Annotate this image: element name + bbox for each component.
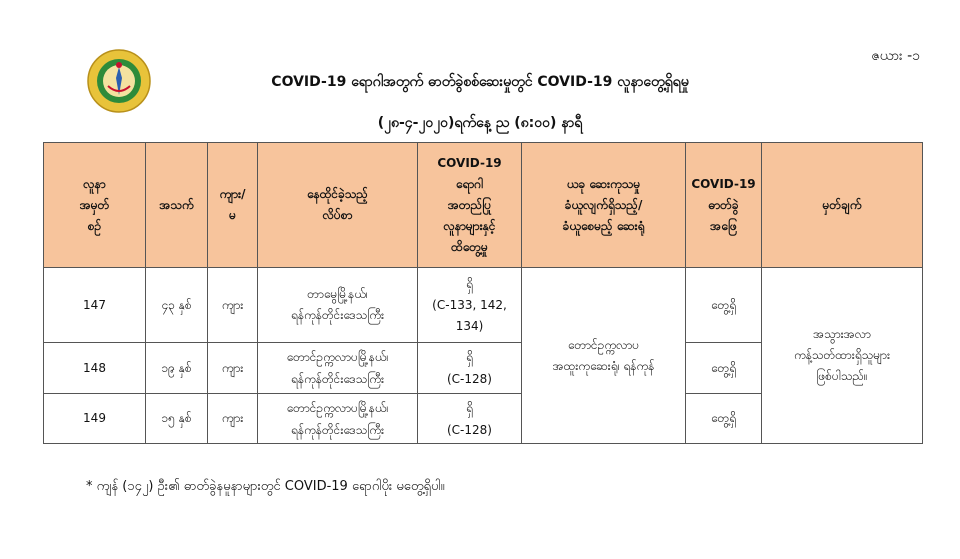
age-cell: ၁၅ နှစ် bbox=[146, 394, 208, 444]
sex-cell: ကျား bbox=[208, 394, 258, 444]
lab-result-cell: တွေ့ရှိ bbox=[686, 268, 762, 343]
header-lab-result: COVID-19 ဓာတ်ခွဲ အဖြေ bbox=[686, 143, 762, 268]
case-no-cell: 147 bbox=[44, 268, 146, 343]
header-case-no: လူနာ အမှတ် စဉ် bbox=[44, 143, 146, 268]
age-cell: ၄၃ နှစ် bbox=[146, 268, 208, 343]
hospital-cell: တောင်ဥက္ကလာပ အထူးကုဆေးရုံ၊ ရန်ကုန် bbox=[522, 268, 686, 444]
contact-cell: ရှိ (C-128) bbox=[418, 343, 522, 394]
case-table bbox=[43, 142, 923, 444]
contact-cell: ရှိ (C-133, 142, 134) bbox=[418, 268, 522, 343]
page-number: ဇယား -၁ bbox=[871, 48, 920, 64]
lab-result-cell: တွေ့ရှိ bbox=[686, 394, 762, 444]
header-remarks: မှတ်ချက် bbox=[762, 143, 923, 268]
header-sex: ကျား/ မ bbox=[208, 143, 258, 268]
footnote: * ကျန် (၁၄၂) ဦး၏ ဓာတ်ခွဲနမူနာများတွင် COVID-19 ရောဂါပိုး မတွေ့ရှိပါ။ bbox=[86, 479, 445, 494]
case-no-cell: 148 bbox=[44, 343, 146, 394]
table-row bbox=[44, 268, 923, 343]
header-contact: COVID-19 ရောဂါ အတည်ပြု လူနာများနှင့် ထိတွေ့မှု bbox=[418, 143, 522, 268]
remarks-cell: အသွားအလာ ကန့်သတ်ထားရှိသူများ ဖြစ်ပါသည်။ bbox=[762, 268, 923, 444]
address-cell: တောင်ဥက္ကလာပမြို့နယ်၊ ရန်ကုန်တိုင်းဒေသကြီး bbox=[258, 343, 418, 394]
contact-cell: ရှိ (C-128) bbox=[418, 394, 522, 444]
report-datetime: (၂၈-၄-၂၀၂၀)ရက်နေ့ ည (၈:၀၀) နာရီ bbox=[377, 115, 583, 131]
header-hospital: ယခု ဆေးကုသမှု ခံယူလျက်ရှိသည့်/ ခံယူစေမည့် ဆေးရုံ bbox=[522, 143, 686, 268]
address-cell: တာမွေမြို့နယ်၊ ရန်ကုန်တိုင်းဒေသကြီး bbox=[258, 268, 418, 343]
report-title: COVID-19 ရောဂါအတွက် ဓာတ်ခွဲစစ်ဆေးမှုတွင် COVID-19 လူနာတွေ့ရှိရမှု bbox=[271, 74, 689, 90]
sex-cell: ကျား bbox=[208, 268, 258, 343]
header-address: နေထိုင်ခဲ့သည့် လိပ်စာ bbox=[258, 143, 418, 268]
case-no-cell: 149 bbox=[44, 394, 146, 444]
address-cell: တောင်ဥက္ကလာပမြို့နယ်၊ ရန်ကုန်တိုင်းဒေသကြီး bbox=[258, 394, 418, 444]
lab-result-cell: တွေ့ရှိ bbox=[686, 343, 762, 394]
sex-cell: ကျား bbox=[208, 343, 258, 394]
age-cell: ၁၉ နှစ် bbox=[146, 343, 208, 394]
table-header-row bbox=[44, 143, 923, 268]
header-age: အသက် bbox=[146, 143, 208, 268]
